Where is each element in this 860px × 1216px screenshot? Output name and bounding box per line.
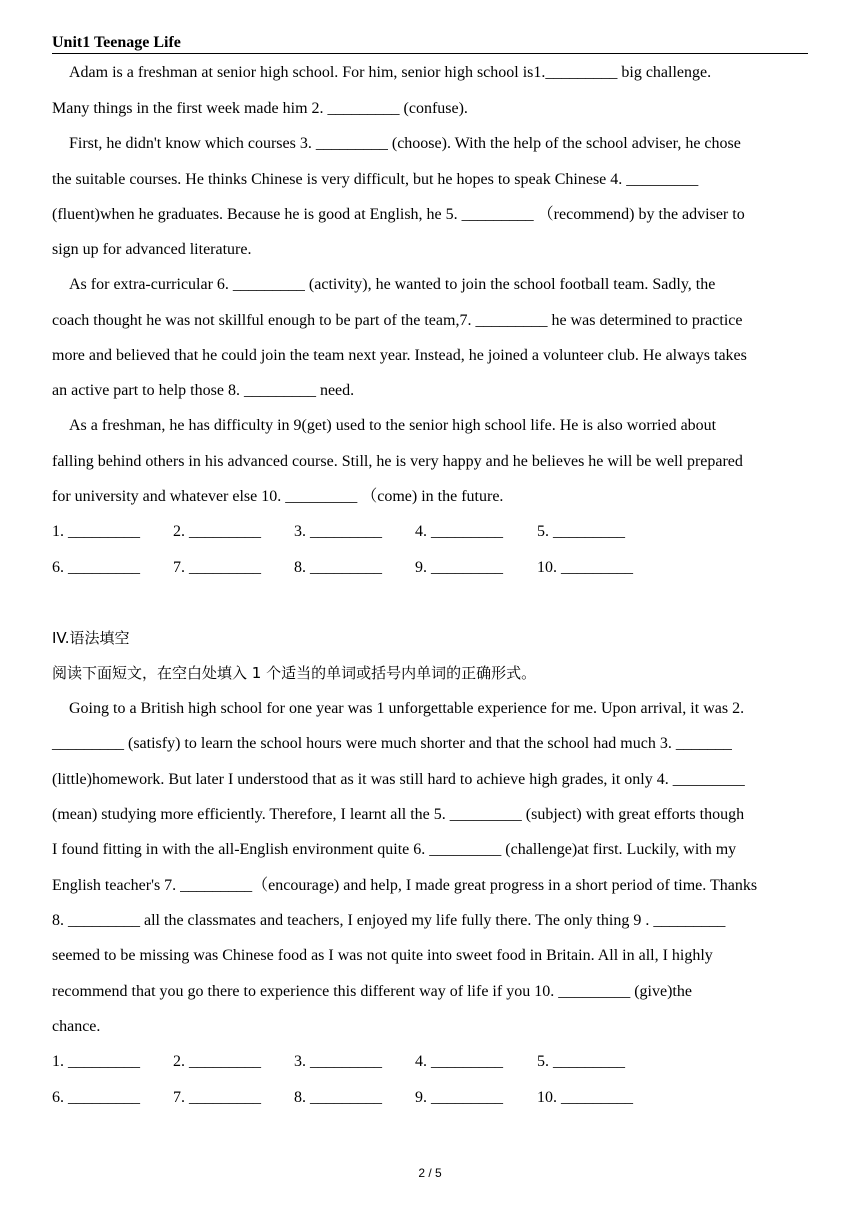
answer-blank[interactable]: 8. _________ xyxy=(294,559,382,576)
page-number: 2 / 5 xyxy=(418,1166,442,1180)
answer-blank[interactable]: 4. _________ xyxy=(415,523,503,540)
passage2-line: seemed to be missing was Chinese food as I was not quite into sweet food in Britain. All in all, I highly xyxy=(52,947,713,964)
answer-blank[interactable]: 2. _________ xyxy=(173,523,261,540)
answer-blank[interactable]: 8. _________ xyxy=(294,1089,382,1106)
passage2-line: (mean) studying more efficiently. Therefore, I learnt all the 5. _________ (subject) with great efforts though xyxy=(52,806,745,823)
passage1-line: Many things in the first week made him 2. _________ (confuse). xyxy=(52,100,468,117)
answer-blank[interactable]: 2. _________ xyxy=(173,1053,261,1070)
passage2-line: (little)homework. But later I understood that as it was still hard to achieve high grades, it only 4. _________ xyxy=(52,771,745,788)
answer-blank[interactable]: 9. _________ xyxy=(415,1089,503,1106)
answer-blank[interactable]: 5. _________ xyxy=(537,1053,625,1070)
passage1-line: more and believed that he could join the team next year. Instead, he joined a volunteer club. He always takes xyxy=(52,347,747,364)
passage1-line: sign up for advanced literature. xyxy=(52,241,252,258)
answer-blank[interactable]: 3. _________ xyxy=(294,523,382,540)
answer-blank[interactable]: 7. _________ xyxy=(173,1089,261,1106)
answer-blank[interactable]: 1. _________ xyxy=(52,523,140,540)
passage1-line: (fluent)when he graduates. Because he is good at English, he 5. _________ （recommend) by the adviser to xyxy=(52,206,745,223)
page-title: Unit1 Teenage Life xyxy=(52,34,181,51)
passage2-line: I found fitting in with the all-English environment quite 6. _________ (challenge)at first. Luckily, with my xyxy=(52,841,737,858)
answer-blank[interactable]: 7. _________ xyxy=(173,559,261,576)
section-heading: IV.语法填空 xyxy=(52,629,130,647)
passage1-line: Adam is a freshman at senior high school. For him, senior high school is1._________ big challenge. xyxy=(69,64,712,81)
passage2-line: recommend that you go there to experience this different way of life if you 10. _________ (give)the xyxy=(52,983,692,1000)
passage2-line: chance. xyxy=(52,1018,101,1035)
passage2-line: 8. _________ all the classmates and teachers, I enjoyed my life fully there. The only thing 9 . _________ xyxy=(52,912,726,929)
answer-blank[interactable]: 5. _________ xyxy=(537,523,625,540)
answer-blank[interactable]: 4. _________ xyxy=(415,1053,503,1070)
section-instruction: 阅读下面短文，在空白处填入 1 个适当的单词或括号内单词的正确形式。 xyxy=(52,664,537,682)
passage2-line: Going to a British high school for one year was 1 unforgettable experience for me. Upon arrival, it was 2. xyxy=(69,700,745,717)
passage1-line: the suitable courses. He thinks Chinese is very difficult, but he hopes to speak Chinese 4. _________ xyxy=(52,171,699,188)
passage1-line: for university and whatever else 10. _________ （come) in the future. xyxy=(52,488,504,505)
passage1-line: As a freshman, he has difficulty in 9(get) used to the senior high school life. He is also worried about xyxy=(69,417,717,434)
answer-blank[interactable]: 9. _________ xyxy=(415,559,503,576)
passage1-line: coach thought he was not skillful enough to be part of the team,7. _________ he was determined to practice xyxy=(52,312,743,329)
answer-blank[interactable]: 1. _________ xyxy=(52,1053,140,1070)
passage1-line: First, he didn't know which courses 3. _________ (choose). With the help of the school adviser, he chose xyxy=(69,135,741,152)
passage1-line: As for extra-curricular 6. _________ (activity), he wanted to join the school football team. Sadly, the xyxy=(69,276,716,293)
answer-blank[interactable]: 10. _________ xyxy=(537,559,633,576)
answer-blank[interactable]: 6. _________ xyxy=(52,559,140,576)
page-header xyxy=(52,33,808,54)
answer-blank[interactable]: 6. _________ xyxy=(52,1089,140,1106)
passage1-line: an active part to help those 8. _________ need. xyxy=(52,382,355,399)
passage1-line: falling behind others in his advanced course. Still, he is very happy and he believes he will be well prepared xyxy=(52,453,743,470)
passage2-line: _________ (satisfy) to learn the school hours were much shorter and that the school had much 3. _______ xyxy=(52,735,732,752)
answer-blank[interactable]: 10. _________ xyxy=(537,1089,633,1106)
answer-blank[interactable]: 3. _________ xyxy=(294,1053,382,1070)
passage2-line: English teacher's 7. _________（encourage) and help, I made great progress in a short period of time. Thanks xyxy=(52,877,758,894)
